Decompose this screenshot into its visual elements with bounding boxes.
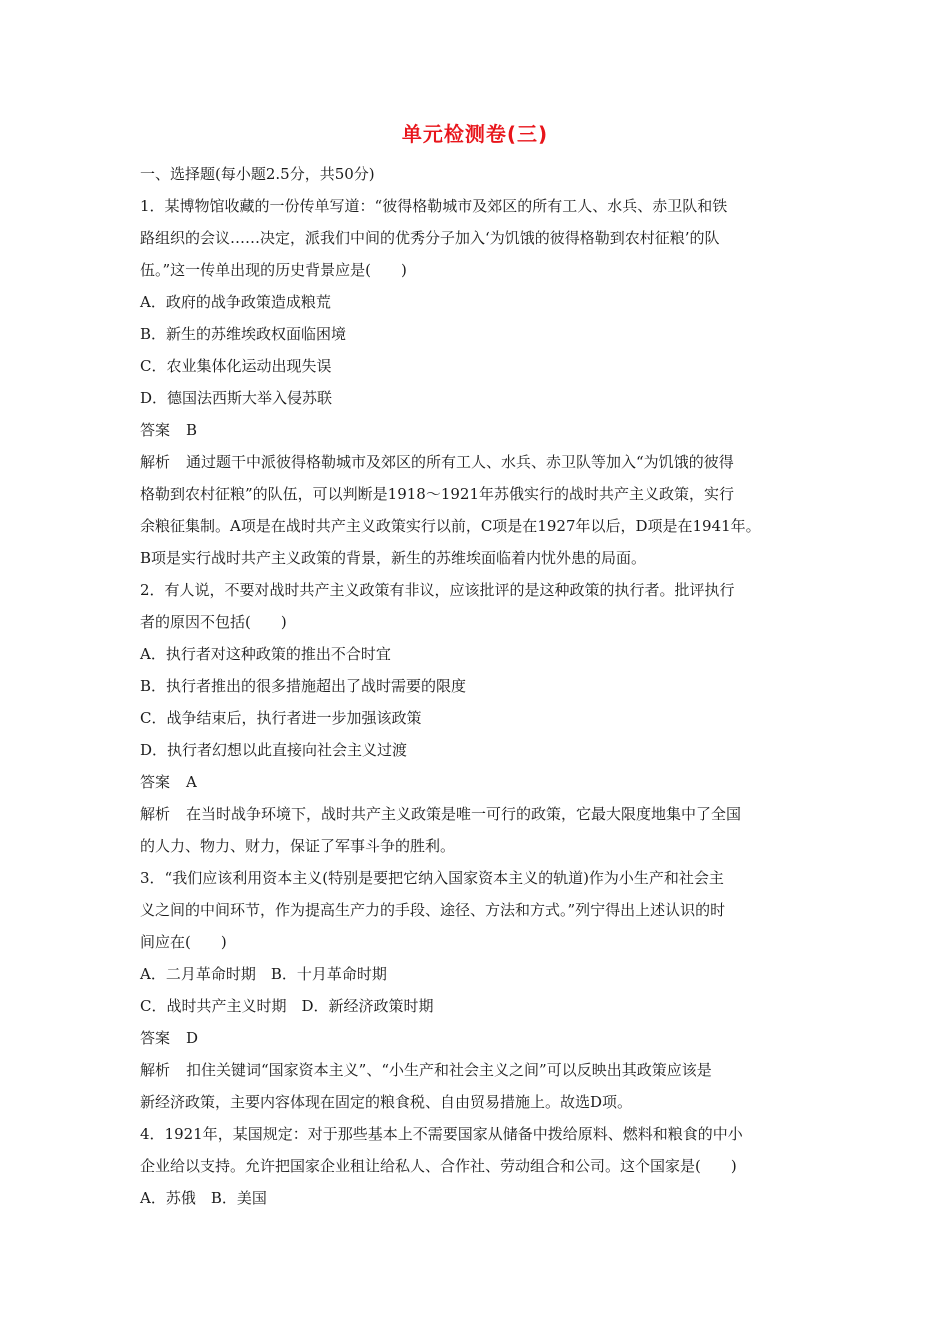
option-d: D．德国法西斯大举入侵苏联 <box>140 389 333 407</box>
option-b: B．执行者推出的很多措施超出了战时需要的限度 <box>140 677 467 695</box>
option-a-b: A．苏俄 B．美国 <box>140 1189 267 1207</box>
question-stem-line: 企业给以支持。允许把国家企业租让给私人、合作社、劳动组合和公司。这个国家是( ) <box>140 1157 737 1175</box>
question-stem-line: 3．“我们应该利用资本主义(特别是要把它纳入国家资本主义的轨道)作为小生产和社会主 <box>140 869 724 887</box>
answer-value: A <box>186 773 197 791</box>
analysis-label: 解析 <box>140 1061 171 1079</box>
analysis-line <box>140 446 815 478</box>
option-d: D．执行者幻想以此直接向社会主义过渡 <box>140 741 408 759</box>
question-1 <box>140 190 815 574</box>
question-stem-line: 路组织的会议……决定，派我们中间的优秀分子加入‘为饥饿的彼得格勒到农村征粮’的队 <box>140 229 720 247</box>
answer-line <box>140 414 815 446</box>
question-stem-line: 者的原因不包括( ) <box>140 613 287 631</box>
answer-value: D <box>186 1029 199 1047</box>
question-stem-line: 伍。”这一传单出现的历史背景应是( ) <box>140 261 407 279</box>
option-c: C．战争结束后，执行者进一步加强该政策 <box>140 709 422 727</box>
analysis-text: 扣住关键词“国家资本主义”、“小生产和社会主义之间”可以反映出其政策应该是 <box>186 1061 712 1079</box>
question-stem-line: 义之间的中间环节，作为提高生产力的手段、途径、方法和方式。”列宁得出上述认识的时 <box>140 901 726 919</box>
analysis-label: 解析 <box>140 453 171 471</box>
option-c-d: C．战时共产主义时期 D．新经济政策时期 <box>140 997 434 1015</box>
question-3 <box>140 862 815 1118</box>
question-2 <box>140 574 815 862</box>
analysis-text: B项是实行战时共产主义政策的背景，新生的苏维埃面临着内忧外患的局面。 <box>140 549 647 567</box>
analysis-line <box>140 798 815 830</box>
section-heading: 一、选择题(每小题2.5分，共50分) <box>140 165 375 183</box>
option-b: B．新生的苏维埃政权面临困境 <box>140 325 347 343</box>
analysis-line <box>140 1054 815 1086</box>
analysis-text: 通过题干中派彼得格勒城市及郊区的所有工人、水兵、赤卫队等加入“为饥饿的彼得 <box>186 453 734 471</box>
answer-label: 答案 <box>140 421 171 439</box>
analysis-text: 新经济政策，主要内容体现在固定的粮食税、自由贸易措施上。故选D项。 <box>140 1093 633 1111</box>
analysis-label: 解析 <box>140 805 171 823</box>
answer-label: 答案 <box>140 1029 171 1047</box>
answer-value: B <box>186 421 198 439</box>
option-a: A．政府的战争政策造成粮荒 <box>140 293 331 311</box>
answer-label: 答案 <box>140 773 171 791</box>
question-stem-line: 4．1921年，某国规定：对于那些基本上不需要国家从储备中拨给原料、燃料和粮食的中小 <box>140 1125 743 1143</box>
analysis-text: 格勒到农村征粮”的队伍，可以判断是1918～1921年苏俄实行的战时共产主义政策，实行 <box>140 485 735 503</box>
analysis-text: 在当时战争环境下，战时共产主义政策是唯一可行的政策，它最大限度地集中了全国 <box>186 805 742 823</box>
analysis-text: 余粮征集制。A项是在战时共产主义政策实行以前，C项是在1927年以后，D项是在1941年。 <box>140 517 761 535</box>
answer-line <box>140 1022 815 1054</box>
document-body <box>140 158 815 1214</box>
option-a-b: A．二月革命时期 B．十月革命时期 <box>140 965 387 983</box>
question-4 <box>140 1118 815 1214</box>
page-title: 单元检测卷(三) <box>401 122 549 146</box>
question-stem-line: 间应在( ) <box>140 933 227 951</box>
question-stem-line: 1．某博物馆收藏的一份传单写道：“彼得格勒城市及郊区的所有工人、水兵、赤卫队和铁 <box>140 197 728 215</box>
analysis-text: 的人力、物力、财力，保证了军事斗争的胜利。 <box>140 837 456 855</box>
option-a: A．执行者对这种政策的推出不合时宜 <box>140 645 391 663</box>
answer-line <box>140 766 815 798</box>
question-stem-line: 2．有人说，不要对战时共产主义政策有非议，应该批评的是这种政策的执行者。批评执行 <box>140 581 735 599</box>
option-c: C．农业集体化运动出现失误 <box>140 357 332 375</box>
